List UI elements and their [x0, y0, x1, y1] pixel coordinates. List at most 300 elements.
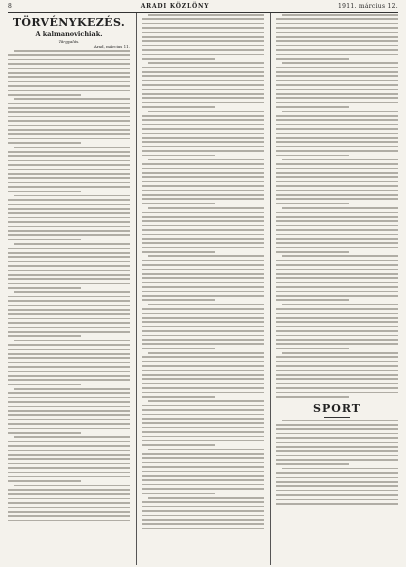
text-line	[142, 106, 215, 108]
text-line	[142, 176, 264, 178]
text-line	[276, 128, 398, 130]
text-line	[282, 255, 398, 257]
article-body-left	[8, 50, 130, 521]
text-line	[8, 274, 130, 276]
text-line	[282, 159, 398, 161]
text-line	[142, 172, 264, 174]
text-line	[8, 335, 81, 337]
text-line	[8, 463, 130, 465]
text-line	[142, 36, 264, 38]
column-middle	[136, 13, 264, 565]
text-line	[142, 23, 264, 25]
text-line	[8, 467, 130, 469]
text-line	[276, 242, 398, 244]
text-line	[142, 462, 264, 464]
text-line	[276, 361, 398, 363]
text-line	[8, 239, 81, 241]
text-line	[276, 54, 398, 56]
text-line	[276, 481, 398, 483]
text-line	[142, 54, 264, 56]
text-line	[8, 191, 81, 193]
text-line	[148, 497, 264, 499]
text-line	[8, 384, 81, 386]
text-line	[142, 282, 264, 284]
text-line	[148, 352, 264, 354]
text-line	[142, 378, 264, 380]
text-line	[142, 418, 264, 420]
text-line	[8, 357, 130, 359]
text-line	[8, 81, 130, 83]
text-line	[8, 511, 130, 513]
text-line	[276, 264, 398, 266]
text-line	[142, 519, 264, 521]
text-line	[276, 317, 398, 319]
text-line	[8, 107, 130, 109]
text-line	[8, 54, 130, 56]
text-line	[8, 287, 81, 289]
text-line	[8, 265, 130, 267]
article-body-right-bottom	[276, 420, 398, 505]
text-line	[8, 441, 130, 443]
text-line	[8, 414, 130, 416]
text-line	[142, 137, 264, 139]
text-line	[276, 212, 398, 214]
text-line	[8, 476, 130, 478]
text-line	[142, 97, 264, 99]
text-line	[142, 453, 264, 455]
section-divider	[324, 417, 351, 418]
article-dateline: Arad, március 11.	[93, 44, 130, 49]
text-line	[142, 251, 215, 253]
text-line	[276, 27, 398, 29]
text-line	[276, 299, 349, 301]
text-line	[276, 282, 398, 284]
text-line	[8, 59, 130, 61]
text-line	[142, 75, 264, 77]
text-line	[276, 343, 398, 345]
text-line	[276, 32, 398, 34]
text-line	[276, 503, 398, 505]
text-line	[282, 207, 398, 209]
text-line	[8, 379, 130, 381]
text-line	[276, 396, 349, 398]
text-line	[276, 106, 349, 108]
text-line	[8, 68, 130, 70]
text-line	[276, 450, 398, 452]
text-line	[276, 203, 349, 205]
text-line	[276, 84, 398, 86]
text-line	[8, 515, 130, 517]
text-line	[142, 295, 264, 297]
text-line	[142, 185, 264, 187]
text-line	[276, 455, 398, 457]
text-line	[276, 348, 349, 350]
text-line	[142, 49, 264, 51]
text-line	[8, 432, 81, 434]
article-body-middle	[142, 14, 264, 529]
text-line	[142, 343, 264, 345]
text-line	[276, 141, 398, 143]
text-line	[142, 528, 264, 530]
text-line	[276, 93, 398, 95]
text-line	[14, 147, 130, 149]
text-line	[142, 414, 264, 416]
text-line	[276, 365, 398, 367]
text-line	[142, 409, 264, 411]
text-line	[8, 151, 130, 153]
text-line	[276, 269, 398, 271]
text-line	[276, 308, 398, 310]
text-line	[142, 194, 264, 196]
text-line	[8, 406, 130, 408]
text-line	[276, 446, 398, 448]
text-line	[8, 313, 130, 315]
text-line	[276, 18, 398, 20]
text-line	[276, 247, 398, 249]
text-line	[142, 247, 264, 249]
text-line	[8, 507, 130, 509]
text-line	[142, 339, 264, 341]
text-line	[142, 356, 264, 358]
text-line	[8, 208, 130, 210]
text-line	[8, 85, 130, 87]
text-line	[282, 420, 398, 422]
text-line	[276, 326, 398, 328]
text-line	[276, 71, 398, 73]
text-line	[276, 442, 398, 444]
text-line	[8, 90, 130, 92]
text-line	[14, 243, 130, 245]
text-line	[142, 71, 264, 73]
article-subheading: A kalmanovichiak.	[35, 30, 103, 38]
text-line	[8, 234, 130, 236]
text-line	[8, 305, 130, 307]
text-line	[276, 45, 398, 47]
text-line	[142, 506, 264, 508]
text-line	[276, 67, 398, 69]
text-line	[142, 431, 264, 433]
text-line	[276, 102, 398, 104]
text-line	[14, 485, 130, 487]
text-line	[276, 150, 398, 152]
text-line	[142, 383, 264, 385]
text-line	[8, 256, 130, 258]
text-line	[142, 141, 264, 143]
text-line	[8, 248, 130, 250]
text-line	[142, 479, 264, 481]
text-line	[8, 230, 130, 232]
text-line	[148, 159, 264, 161]
text-line	[142, 523, 264, 525]
text-line	[142, 40, 264, 42]
text-line	[148, 207, 264, 209]
text-line	[8, 392, 130, 394]
text-line	[8, 204, 130, 206]
text-line	[8, 322, 130, 324]
text-line	[276, 499, 398, 501]
text-line	[8, 63, 130, 65]
text-line	[142, 313, 264, 315]
text-line	[8, 138, 130, 140]
text-line	[14, 98, 130, 100]
text-line	[276, 75, 398, 77]
text-line	[14, 388, 130, 390]
text-line	[142, 387, 264, 389]
text-line	[276, 137, 398, 139]
text-line	[8, 353, 130, 355]
text-line	[8, 327, 130, 329]
text-line	[142, 374, 264, 376]
text-line	[276, 339, 398, 341]
text-line	[282, 111, 398, 113]
text-line	[142, 133, 264, 135]
text-line	[8, 502, 130, 504]
text-line	[8, 493, 130, 495]
text-line	[276, 176, 398, 178]
text-line	[8, 423, 130, 425]
text-line	[276, 40, 398, 42]
text-line	[8, 186, 130, 188]
running-header	[8, 3, 398, 13]
text-line	[276, 433, 398, 435]
text-line	[8, 454, 130, 456]
text-line	[8, 401, 130, 403]
text-line	[276, 335, 398, 337]
text-line	[8, 125, 130, 127]
column-left	[8, 13, 130, 565]
text-line	[142, 242, 264, 244]
text-line	[142, 273, 264, 275]
text-line	[8, 160, 130, 162]
text-line	[142, 392, 264, 394]
text-line	[276, 490, 398, 492]
text-line	[8, 103, 130, 105]
text-line	[148, 304, 264, 306]
text-line	[276, 273, 398, 275]
text-line	[142, 84, 264, 86]
text-line	[276, 229, 398, 231]
text-line	[276, 374, 398, 376]
text-line	[8, 133, 130, 135]
text-line	[142, 348, 215, 350]
text-line	[276, 181, 398, 183]
text-line	[142, 229, 264, 231]
page-number: 8	[8, 3, 13, 10]
text-line	[142, 317, 264, 319]
text-line	[276, 459, 398, 461]
text-line	[276, 378, 398, 380]
text-line	[276, 190, 398, 192]
text-line	[142, 291, 264, 293]
text-line	[142, 475, 264, 477]
text-line	[8, 410, 130, 412]
text-line	[14, 340, 130, 342]
text-line	[276, 216, 398, 218]
text-line	[282, 62, 398, 64]
text-line	[276, 133, 398, 135]
text-line	[276, 485, 398, 487]
text-line	[276, 49, 398, 51]
text-line	[142, 264, 264, 266]
text-line	[276, 115, 398, 117]
text-line	[142, 18, 264, 20]
text-line	[8, 120, 130, 122]
text-line	[8, 362, 130, 364]
text-line	[8, 72, 130, 74]
text-line	[148, 400, 264, 402]
text-line	[142, 330, 264, 332]
text-line	[276, 437, 398, 439]
text-line	[282, 304, 398, 306]
text-line	[142, 427, 264, 429]
text-line	[276, 277, 398, 279]
article-byline: Tárgyalás.	[58, 39, 80, 44]
text-line	[8, 344, 130, 346]
text-line	[142, 405, 264, 407]
text-line	[8, 375, 130, 377]
text-line	[8, 450, 130, 452]
text-line	[142, 80, 264, 82]
text-line	[8, 252, 130, 254]
column-right	[270, 13, 398, 565]
text-line	[8, 261, 130, 263]
text-line	[276, 185, 398, 187]
text-line	[276, 119, 398, 121]
text-line	[142, 58, 215, 60]
text-line	[8, 520, 130, 522]
text-line	[276, 387, 398, 389]
text-line	[14, 195, 130, 197]
text-line	[8, 177, 130, 179]
text-line	[8, 221, 130, 223]
text-line	[8, 217, 130, 219]
text-line	[276, 330, 398, 332]
text-line	[142, 238, 264, 240]
text-line	[8, 164, 130, 166]
text-line	[142, 361, 264, 363]
text-line	[276, 370, 398, 372]
text-line	[8, 173, 130, 175]
text-line	[142, 277, 264, 279]
text-line	[8, 419, 130, 421]
text-line	[142, 67, 264, 69]
text-line	[8, 331, 130, 333]
text-line	[276, 428, 398, 430]
text-line	[276, 225, 398, 227]
text-line	[8, 278, 130, 280]
text-line	[8, 182, 130, 184]
text-line	[276, 58, 349, 60]
text-line	[276, 251, 349, 253]
text-line	[8, 129, 130, 131]
text-line	[142, 203, 215, 205]
text-line	[282, 14, 398, 16]
text-line	[276, 291, 398, 293]
text-line	[8, 142, 81, 144]
text-line	[276, 392, 398, 394]
text-line	[142, 198, 264, 200]
text-line	[142, 234, 264, 236]
text-line	[142, 119, 264, 121]
text-line	[276, 220, 398, 222]
text-line	[142, 299, 215, 301]
text-line	[276, 313, 398, 315]
text-line	[148, 255, 264, 257]
text-line	[142, 466, 264, 468]
text-line	[142, 45, 264, 47]
text-line	[142, 225, 264, 227]
text-line	[142, 308, 264, 310]
text-line	[142, 89, 264, 91]
text-line	[276, 80, 398, 82]
text-line	[276, 168, 398, 170]
text-line	[8, 498, 130, 500]
text-line	[142, 321, 264, 323]
text-line	[142, 115, 264, 117]
text-line	[276, 295, 398, 297]
text-line	[8, 300, 130, 302]
text-line	[8, 116, 130, 118]
text-line	[276, 356, 398, 358]
article-body-right-top	[276, 14, 398, 398]
text-line	[142, 457, 264, 459]
text-line	[8, 94, 81, 96]
text-line	[8, 489, 130, 491]
text-line	[142, 515, 264, 517]
text-line	[276, 89, 398, 91]
text-line	[142, 163, 264, 165]
text-line	[276, 494, 398, 496]
text-line	[142, 269, 264, 271]
text-line	[8, 472, 130, 474]
text-line	[276, 172, 398, 174]
text-line	[142, 32, 264, 34]
text-line	[142, 335, 264, 337]
text-line	[276, 36, 398, 38]
text-line	[8, 445, 130, 447]
text-line	[142, 440, 264, 442]
text-line	[142, 444, 215, 446]
text-line	[8, 155, 130, 157]
text-line	[8, 397, 130, 399]
text-line	[142, 181, 264, 183]
text-line	[142, 422, 264, 424]
text-line	[276, 198, 398, 200]
text-line	[8, 76, 130, 78]
text-line	[142, 286, 264, 288]
text-line	[276, 472, 398, 474]
text-line	[142, 212, 264, 214]
text-line	[8, 270, 130, 272]
article-heading: TÖRVÉNYKEZÉS.	[12, 16, 126, 29]
text-line	[142, 93, 264, 95]
text-line	[142, 488, 264, 490]
text-line	[8, 480, 81, 482]
text-line	[142, 326, 264, 328]
text-line	[8, 428, 130, 430]
text-line	[8, 366, 130, 368]
text-line	[148, 111, 264, 113]
text-line	[142, 484, 264, 486]
text-line	[276, 238, 398, 240]
text-line	[276, 286, 398, 288]
text-line	[276, 124, 398, 126]
text-line	[8, 296, 130, 298]
text-line	[8, 226, 130, 228]
newspaper-title: ARADI KÖZLÖNY	[140, 3, 210, 10]
text-line	[142, 190, 264, 192]
text-line	[276, 234, 398, 236]
